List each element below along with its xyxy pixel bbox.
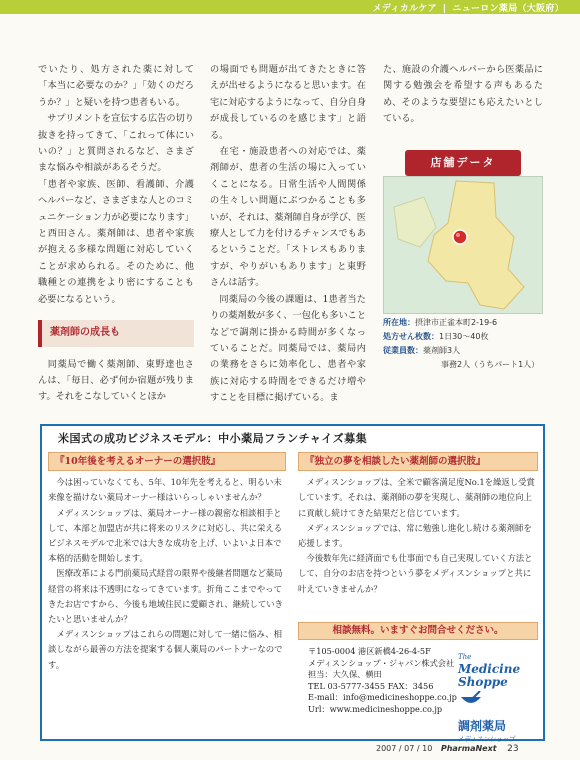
address-label: 所在地：	[383, 318, 415, 327]
section-header: メディカルケア | ニューロン薬局（大阪府）	[372, 4, 564, 14]
ad-right-column	[298, 452, 538, 597]
logo-kana: メディスンショップ	[458, 735, 516, 743]
paragraph: サプリメントを宣伝する広告の切り抜きを持ってきて、「これって体にいいの？」と質問されるなど、さまざまな悩みや相談があるそうだ。	[38, 113, 194, 174]
contact-banner: 相談無料。いますぐお問合せください。	[298, 622, 538, 640]
top-banner	[0, 0, 580, 14]
staff-value-2: 事務2人（うちパート1人）	[441, 360, 540, 369]
article-column-2	[210, 62, 366, 407]
website-link[interactable]: Url：www.medicineshoppe.co.jp	[308, 703, 443, 714]
medicine-shoppe-logo	[458, 644, 538, 743]
ad-left-heading: 『10年後を考えるオーナーの選択肢』	[48, 452, 286, 471]
ad-paragraph: 今後数年先に経済面でも仕事面でも自己実現していく方法として、自分のお店を持つという夢をメディスンショップと共に叶えていきませんか？	[298, 553, 533, 594]
mortar-pestle-icon	[458, 691, 484, 709]
ad-paragraph: 今は困っていなくても、5年、10年先を考えると、明るい未来像を描けない薬局オーナー様はいらっしゃいませんか？	[48, 477, 282, 503]
staff-value-1: 薬剤師3人	[423, 346, 461, 355]
rx-value: 1日30〜40枚	[439, 332, 489, 341]
email-link[interactable]: E-mail：info@medicineshoppe.co.jp	[308, 692, 457, 702]
logo-prefix: The	[458, 653, 472, 661]
store-title-wrap	[383, 150, 543, 178]
magazine-brand: PharmaNext	[440, 744, 497, 753]
logo-japanese: 調剤薬局	[458, 719, 507, 733]
store-data-card	[383, 150, 543, 400]
phone-fax: TEL 03-5777-3455 FAX：3456	[308, 680, 434, 691]
paragraph: た、施設の介護ヘルパーから医薬品に関する勉強会を希望する声もあるため、そのような要望にも応えたいとしている。	[383, 64, 543, 125]
store-staff-row	[383, 344, 543, 358]
address-value: 摂津市正雀本町2-19-6	[415, 318, 498, 327]
store-rx-row	[383, 330, 543, 344]
company-name: メディスンショップ・ジャパン株式会社	[308, 657, 455, 668]
store-address-row	[383, 316, 543, 330]
ad-paragraph: メディスンショップでは、常に勉強し進化し続ける薬剤師を応援します。	[298, 522, 532, 549]
article-column-3	[383, 62, 543, 128]
page-number: 23	[507, 744, 519, 754]
contact-person: 担当：大久保、横田	[308, 669, 382, 679]
address-line: 〒105-0004 港区新橋4-26-4-5F	[308, 646, 431, 656]
page-footer	[376, 744, 519, 754]
ad-right-heading: 『独立の夢を相談したい薬剤師の選択肢』	[298, 452, 538, 471]
location-pin-icon	[453, 230, 467, 244]
issue-date: 2007 / 07 / 10	[376, 744, 433, 753]
ad-left-column	[48, 452, 286, 673]
store-data-title: 店舗データ	[405, 150, 521, 176]
paragraph: の場面でも問題が出てきたときに答えが出せるようになると思います。在宅に対応するようになって、自分自身が成長しているのを感じます」と語る。	[210, 64, 367, 141]
rx-label: 処方せん枚数：	[383, 332, 439, 341]
ad-title: 米国式の成功ビジネスモデル：中小薬局フランチャイズ募集	[58, 432, 368, 445]
paragraph: 同薬局で働く薬剤師、東野達也さんは、「毎日、必ず何か宿題が残ります。それをこなしていくとほか	[38, 358, 194, 403]
section-heading: 薬剤師の成長も	[38, 320, 194, 346]
ad-paragraph: 医療改革による門前薬局式経営の限界や後継者問題など薬局経営の将来は不透明になってきています。折角ここまでやってきたお店ですから、今後も地域住民に愛顧され、継続していきたいと思いませんか？	[48, 568, 284, 625]
contact-address	[308, 646, 458, 715]
ad-paragraph: メディスンショップはこれらの問題に対して一緒に悩み、相談しながら最善の方法を提案する個人薬局のパートナーなのです。	[48, 629, 283, 670]
map-graphic	[384, 177, 542, 313]
paragraph: でいたり、処方された薬に対して「本当に必要なのか？」「効くのだろうか？」と疑いを持つ患者もいる。	[38, 64, 194, 108]
pharmacy-label: ニューロン薬局（大阪府）	[452, 4, 564, 14]
section-label: メディカルケア	[372, 4, 437, 14]
franchise-advertisement	[40, 424, 545, 741]
logo-brand-text: Medicine Shoppe	[458, 662, 521, 689]
paragraph: 在宅・施設患者への対応では、薬剤師が、患者の生活の場に入っていくことになる。日常生活や人間関係の生々しい問題にぶつかることも多いが、それは、薬剤師自身が学び、医療人として力を付けるチャンスでもあるということだ。「ストレスもありますが、やりがいもあります」と東野さんは話す。	[210, 146, 366, 289]
ad-paragraph: メディスンショップは、薬局オーナー様の親密な相談相手として、本部と加盟店が共に将来のリスクに対応し、共に栄えるビジネスモデルで北米では大きな成功を上げ、いよいよ日本で本格的活動を開始します。	[48, 507, 283, 564]
paragraph: 同薬局の今後の課題は、1患者当たりの薬剤数が多く、一包化も多いことなどで調剤に掛かる時間が多くなっていることだ。同薬局では、薬局内の業務をさらに効率化し、患者や家族に対応する時間をできるだけ増やすことを目標に掲げている。ま	[210, 293, 367, 404]
staff-label: 従業員数：	[383, 346, 423, 355]
location-map	[383, 176, 543, 314]
article-column-1	[38, 62, 194, 406]
paragraph: 「患者や家族、医師、看護師、介護ヘルパーなど、さまざまな人とのコミュニケーション力が必要になります」と西田さん。薬剤師は、患者や家族が抱える多様な問題に対応していくことが求められる。そのために、他職種との連携をより密にすることも必要になるという。	[38, 178, 194, 305]
store-info	[383, 316, 543, 372]
ad-paragraph: メディスンショップは、全米で顧客満足度No.1を繰返し受賞しています。それは、薬剤師の夢を実現し、薬剤師の地位向上に貢献し続けてきた結果だと信じています。	[298, 477, 535, 518]
